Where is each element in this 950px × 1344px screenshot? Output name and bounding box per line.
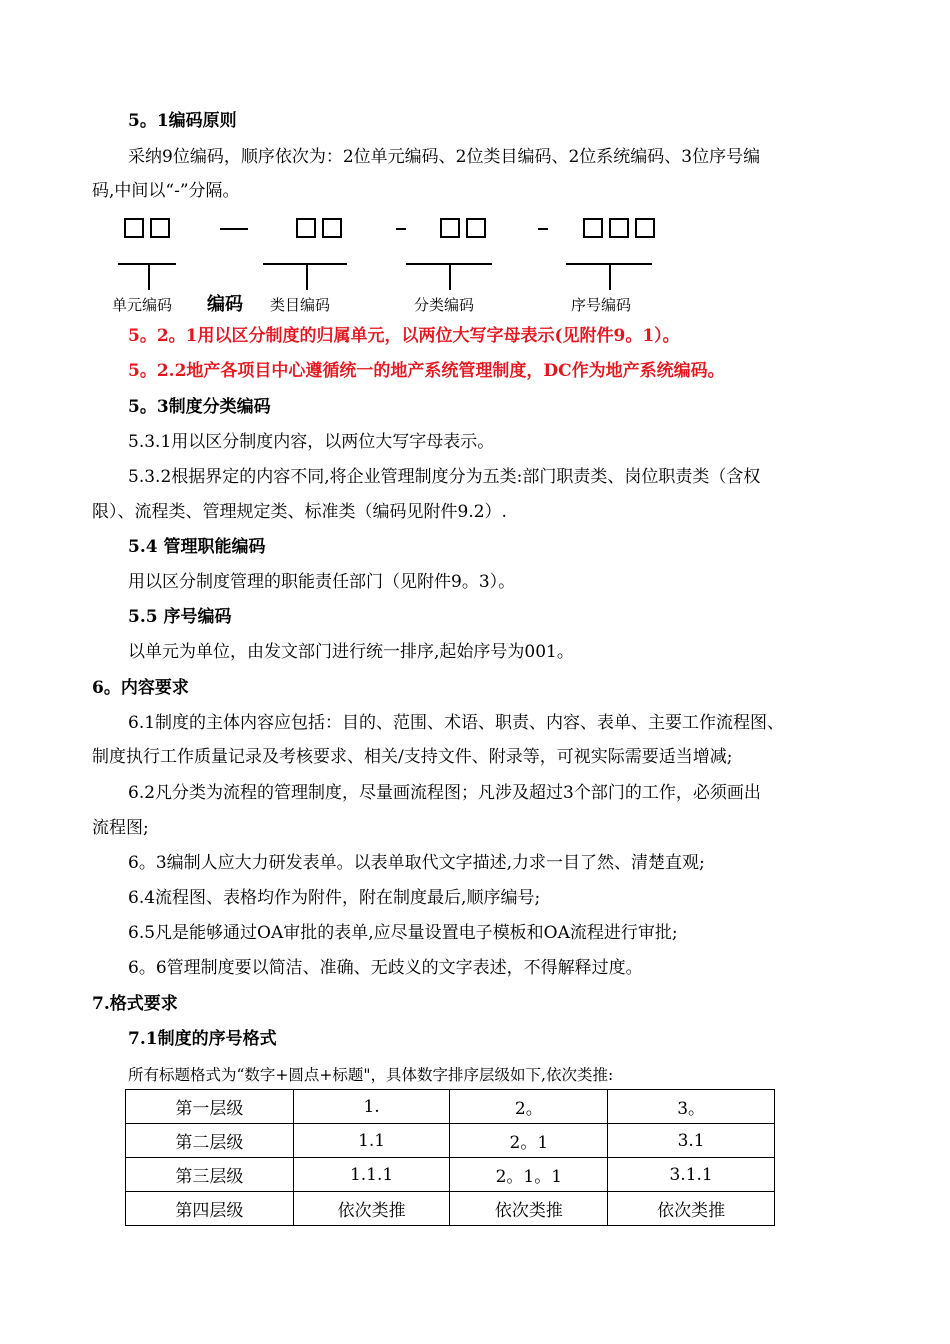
- category-code-boxes: [296, 218, 342, 238]
- level-name-cell: 第一层级: [126, 1090, 294, 1124]
- code-box: [124, 218, 144, 238]
- code-box: [440, 218, 460, 238]
- section-5-3-1: 5.3.1用以区分制度内容，以两位大写字母表示。: [128, 432, 495, 452]
- section-5-1-heading: 5。1编码原则: [128, 111, 237, 131]
- table-cell: 2。1: [450, 1124, 608, 1158]
- bracket-line: [263, 263, 347, 265]
- section-5-5-heading: 5.5 序号编码: [128, 607, 232, 627]
- section-6-1-line1: 6.1制度的主体内容应包括：目的、范围、术语、职责、内容、表单、主要工作流程图、: [128, 713, 785, 733]
- separator-dash: [220, 228, 248, 230]
- label-unit-code: 单元编码: [112, 296, 173, 314]
- separator-dash: [396, 228, 406, 230]
- section-5-3-heading: 5。3制度分类编码: [128, 397, 271, 417]
- table-row: [126, 1158, 775, 1192]
- table-cell: 1.1: [293, 1124, 450, 1158]
- section-5-1-para-line1: 采纳9位编码，顺序依次为：2位单元编码、2位类目编码、2位系统编码、3位序号编: [128, 147, 761, 167]
- section-5-3-2-line1: 5.3.2根据界定的内容不同,将企业管理制度分为五类:部门职责类、岗位职责类（含权: [128, 467, 761, 487]
- table-cell: 1.1.1: [293, 1158, 450, 1192]
- level-name-cell: 第四层级: [126, 1192, 294, 1226]
- section-7-1-heading: 7.1制度的序号格式: [128, 1029, 277, 1049]
- table-cell: 1.: [293, 1090, 450, 1124]
- section-6-heading: 6。内容要求: [92, 678, 189, 698]
- code-box: [583, 218, 603, 238]
- section-6-6: 6。6管理制度要以简洁、准确、无歧义的文字表述，不得解释过度。: [128, 958, 643, 978]
- table-row: [126, 1090, 775, 1124]
- separator-dash: [538, 228, 548, 230]
- table-row: [126, 1124, 775, 1158]
- section-7-heading: 7.格式要求: [92, 994, 178, 1014]
- label-category-code: 类目编码: [270, 296, 331, 314]
- code-box: [466, 218, 486, 238]
- class-code-boxes: [440, 218, 486, 238]
- table-row: [126, 1192, 775, 1226]
- code-box: [635, 218, 655, 238]
- code-box: [150, 218, 170, 238]
- section-5-4-para: 用以区分制度管理的职能责任部门（见附件9。3）。: [128, 572, 516, 592]
- bracket-stem: [449, 263, 451, 290]
- section-5-2-1: 5。2。1用以区分制度的归属单元，以两位大写字母表示(见附件9。1）。: [128, 326, 680, 346]
- bracket-stem: [306, 263, 308, 290]
- label-class-code: 分类编码: [414, 296, 475, 314]
- bracket-stem: [609, 263, 611, 290]
- numbering-levels-table: [125, 1089, 775, 1226]
- unit-code-boxes: [124, 218, 170, 238]
- section-6-2-line1: 6.2凡分类为流程的管理制度，尽量画流程图；凡涉及超过3个部门的工作，必须画出: [128, 783, 761, 803]
- level-name-cell: 第二层级: [126, 1124, 294, 1158]
- table-cell: 3.1.1: [608, 1158, 775, 1192]
- code-box: [609, 218, 629, 238]
- bracket-line: [118, 263, 176, 265]
- section-5-4-heading: 5.4 管理职能编码: [128, 537, 266, 557]
- table-cell: 依次类推: [608, 1192, 775, 1226]
- section-6-5: 6.5凡是能够通过OA审批的表单,应尽量设置电子模板和OA流程进行审批;: [128, 923, 678, 943]
- level-name-cell: 第三层级: [126, 1158, 294, 1192]
- section-5-2-2: 5。2.2地产各项目中心遵循统一的地产系统管理制度，DC作为地产系统编码。: [128, 361, 725, 381]
- section-6-3: 6。3编制人应大力研发表单。以表单取代文字描述,力求一目了然、清楚直观;: [128, 853, 705, 873]
- table-cell: 2。1。1: [450, 1158, 608, 1192]
- table-cell: 依次类推: [293, 1192, 450, 1226]
- table-cell: 3。: [608, 1090, 775, 1124]
- label-code: 编码: [207, 294, 243, 315]
- section-7-1-intro: 所有标题格式为“数字+圆点+标题"，具体数字排序层级如下,依次类推:: [128, 1066, 614, 1084]
- section-6-1-line2: 制度执行工作质量记录及考核要求、相关/支持文件、附录等，可视实际需要适当增减;: [92, 747, 733, 767]
- code-box: [296, 218, 316, 238]
- table-cell: 3.1: [608, 1124, 775, 1158]
- section-5-1-para-line2: 码,中间以“-”分隔。: [92, 181, 240, 201]
- section-5-5-para: 以单元为单位，由发文部门进行统一排序,起始序号为001。: [128, 642, 574, 662]
- label-seq-code: 序号编码: [571, 296, 632, 314]
- section-5-3-2-line2: 限）、流程类、管理规定类、标准类（编码见附件9.2）.: [92, 502, 507, 522]
- table-cell: 依次类推: [450, 1192, 608, 1226]
- code-box: [322, 218, 342, 238]
- bracket-stem: [148, 263, 150, 290]
- section-6-4: 6.4流程图、表格均作为附件，附在制度最后,顺序编号;: [128, 888, 541, 908]
- table-cell: 2。: [450, 1090, 608, 1124]
- seq-code-boxes: [583, 218, 655, 238]
- section-6-2-line2: 流程图;: [92, 818, 149, 838]
